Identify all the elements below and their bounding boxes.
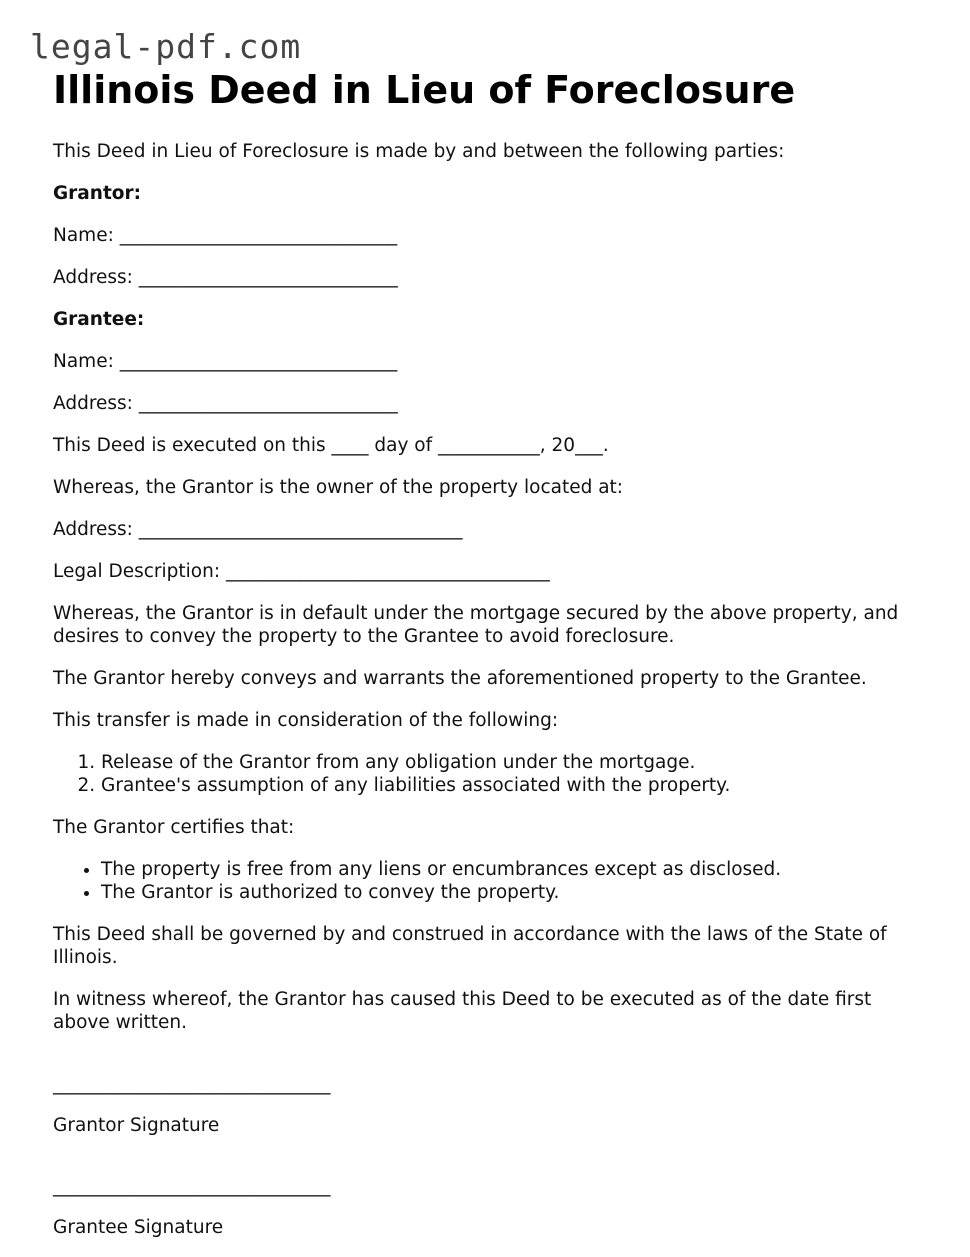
whereas-default-paragraph: Whereas, the Grantor is in default under the mortgage secured by the above property, and desires to convey the property to the Grantee to avoid foreclosure.: [53, 603, 899, 647]
grantee-name-field[interactable]: Name: ______________________________: [53, 351, 398, 372]
list-item: 2. Grantee's assumption of any liabilities associated with the property.: [101, 774, 923, 797]
intro-paragraph: This Deed in Lieu of Foreclosure is made by and between the following parties:: [53, 141, 785, 162]
list-item: 1. Release of the Grantor from any obligation under the mortgage.: [101, 751, 923, 774]
witness-paragraph: In witness whereof, the Grantor has caused this Deed to be executed as of the date first above written.: [53, 989, 872, 1033]
conveys-paragraph: The Grantor hereby conveys and warrants the aforementioned property to the Grantee.: [53, 668, 867, 689]
legal-description-field[interactable]: Legal Description: ___________________________________: [53, 561, 550, 582]
grantee-address-field[interactable]: Address: ____________________________: [53, 393, 398, 414]
grantor-name-field[interactable]: Name: ______________________________: [53, 225, 398, 246]
consideration-list: [53, 751, 923, 797]
execution-date-field[interactable]: This Deed is executed on this ____ day of ___________, 20___.: [53, 435, 609, 456]
spacer: [53, 1155, 923, 1175]
grantor-signature-label: Grantor Signature: [53, 1115, 220, 1136]
grantor-heading: Grantor:: [53, 183, 142, 204]
grantee-heading: Grantee:: [53, 309, 145, 330]
grantor-signature-line[interactable]: ______________________________: [53, 1074, 331, 1095]
certifies-list: [53, 858, 923, 904]
grantor-address-field[interactable]: Address: ____________________________: [53, 267, 398, 288]
certifies-intro: The Grantor certifies that:: [53, 817, 295, 838]
consideration-intro: This transfer is made in consideration of the following:: [53, 710, 559, 731]
spacer: [53, 1053, 923, 1073]
document-body: [53, 140, 923, 1257]
grantee-signature-line[interactable]: ______________________________: [53, 1176, 331, 1197]
whereas-owner-paragraph: Whereas, the Grantor is the owner of the property located at:: [53, 477, 624, 498]
watermark-logo: legal-pdf.com: [30, 27, 302, 66]
property-address-field[interactable]: Address: ___________________________________: [53, 519, 463, 540]
document-title: Illinois Deed in Lieu of Foreclosure: [53, 68, 796, 112]
list-item: • The property is free from any liens or encumbrances except as disclosed.: [101, 858, 923, 881]
list-item: • The Grantor is authorized to convey the property.: [101, 881, 923, 904]
governing-law-paragraph: This Deed shall be governed by and construed in accordance with the laws of the State of Illinois.: [53, 924, 887, 968]
grantee-signature-label: Grantee Signature: [53, 1217, 224, 1238]
